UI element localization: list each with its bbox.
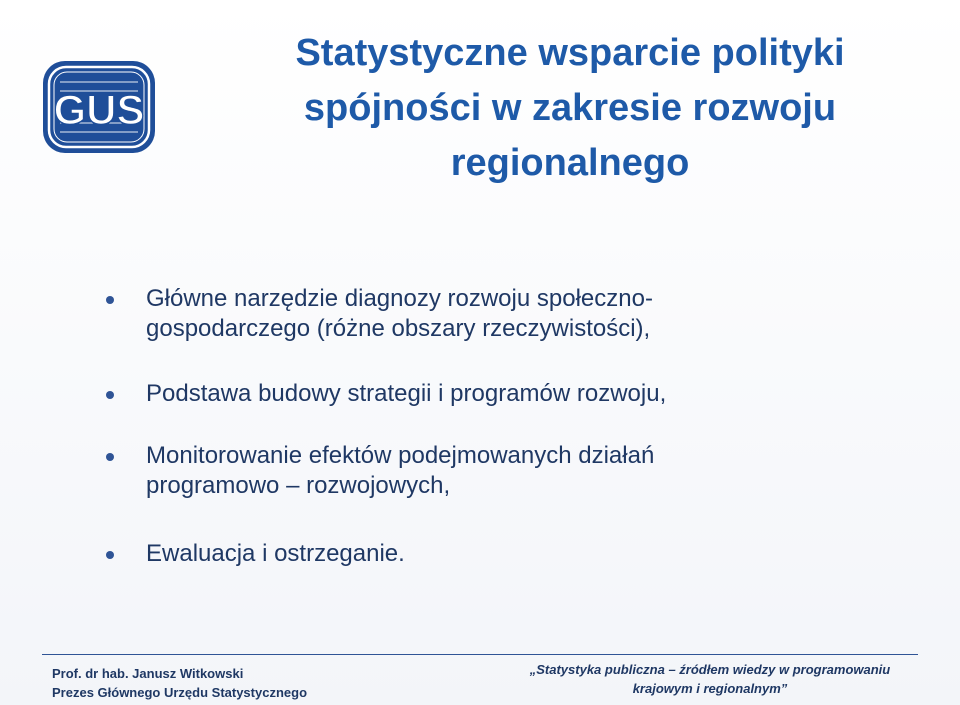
bullet-text: Podstawa budowy strategii i programów rozwoju, (146, 380, 667, 407)
bullet-item (102, 539, 862, 569)
footer-event-title (500, 660, 920, 698)
title-line: spójności w zakresie rozwoju (303, 87, 837, 129)
bullet-text: gospodarczego (różne obszary rzeczywistości), (146, 315, 651, 342)
footer-author-role: Prezes Głównego Urzędu Statystycznego (52, 685, 308, 700)
title-line: regionalnego (450, 142, 690, 184)
bullet-text: Monitorowanie efektów podejmowanych działań (146, 442, 655, 469)
gus-logo-graphic (40, 58, 158, 156)
bullet-dot-icon (106, 453, 114, 461)
footer-event-line: „Statystyka publiczna – źródłem wiedzy w programowaniu (529, 662, 891, 677)
gus-logo (40, 58, 158, 156)
bullet-dot-icon (106, 551, 114, 559)
bullet-dot-icon (106, 391, 114, 399)
bullet-item (102, 284, 862, 344)
bullet-text: Główne narzędzie diagnozy rozwoju społeczno- (146, 285, 653, 312)
bullet-item (102, 379, 862, 409)
bullet-dot-icon (106, 296, 114, 304)
footer-author (52, 664, 307, 702)
bullet-list (102, 284, 862, 569)
title-line: Statystyczne wsparcie polityki (295, 32, 845, 74)
footer-event-line: krajowym i regionalnym” (632, 681, 788, 696)
slide-title (220, 26, 920, 191)
footer-author-name: Prof. dr hab. Janusz Witkowski (52, 666, 244, 681)
bullet-item (102, 441, 862, 501)
bullet-text: programowo – rozwojowych, (146, 472, 451, 499)
bullet-text: Ewaluacja i ostrzeganie. (146, 540, 405, 567)
footer-divider (42, 654, 918, 655)
logo-text: GUS (53, 86, 145, 133)
